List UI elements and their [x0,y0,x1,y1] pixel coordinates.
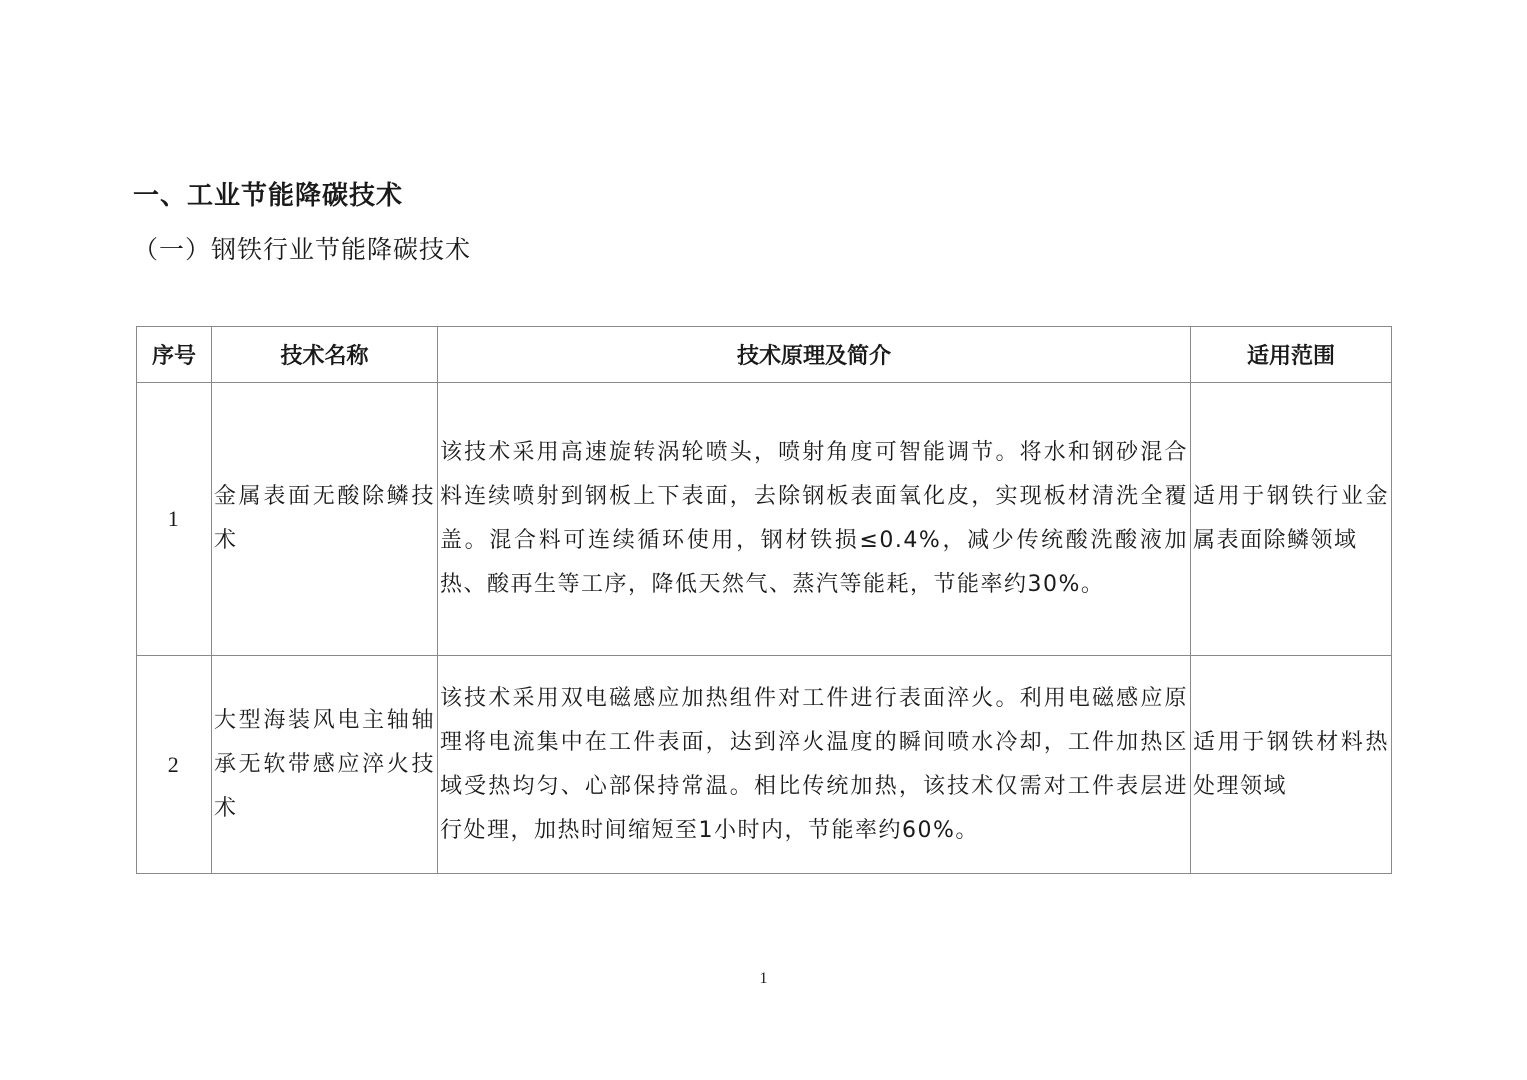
row-index: 2 [137,656,212,874]
header-index: 序号 [137,327,212,383]
header-name: 技术名称 [212,327,438,383]
row-applicable-scope: 适用于钢铁材料热处理领域 [1191,656,1392,874]
row-technology-description: 该技术采用双电磁感应加热组件对工件进行表面淬火。利用电磁感应原理将电流集中在工件表面，达到淬火温度的瞬间喷水冷却，工件加热区域受热均匀、心部保持常温。相比传统加热，该技术仅需对工件表层进行处理，加热时间缩短至1小时内，节能率约60%。 [438,656,1191,874]
table-header-row [137,327,1392,383]
row-technology-description: 该技术采用高速旋转涡轮喷头，喷射角度可智能调节。将水和钢砂混合料连续喷射到钢板上下表面，去除钢板表面氧化皮，实现板材清洗全覆盖。混合料可连续循环使用，钢材铁损≤0.4%，减少传统酸洗酸液加热、酸再生等工序，降低天然气、蒸汽等能耗，节能率约30%。 [438,383,1191,656]
subsection-title: （一）钢铁行业节能降碳技术 [133,235,472,264]
table-row [137,656,1392,874]
page-number: 1 [759,970,768,987]
technology-table [136,326,1392,874]
row-technology-name: 大型海装风电主轴轴承无软带感应淬火技术 [212,656,438,874]
row-technology-name: 金属表面无酸除鳞技术 [212,383,438,656]
table-row [137,383,1392,656]
row-applicable-scope: 适用于钢铁行业金属表面除鳞领域 [1191,383,1392,656]
header-description: 技术原理及简介 [438,327,1191,383]
row-index: 1 [137,383,212,656]
section-title: 一、工业节能降碳技术 [133,181,404,211]
header-scope: 适用范围 [1191,327,1392,383]
